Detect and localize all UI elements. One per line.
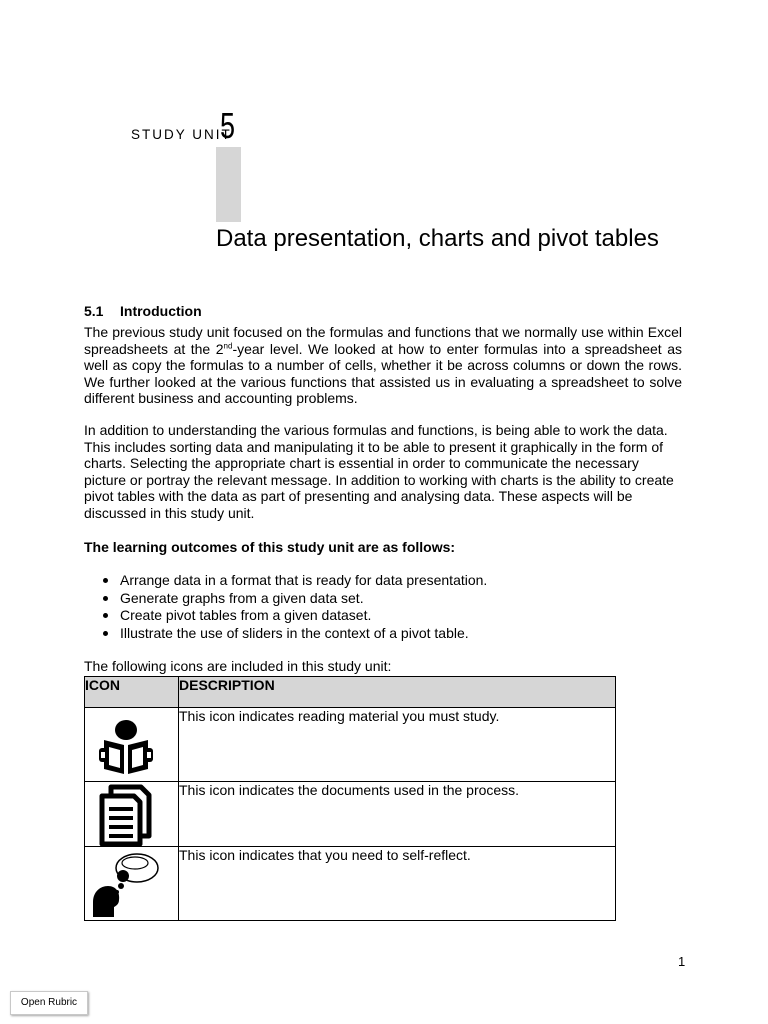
outcomes-heading: The learning outcomes of this study unit are as follows: <box>84 539 456 555</box>
table-header-row <box>85 677 616 708</box>
study-unit-number: 5 <box>220 105 236 146</box>
open-rubric-button[interactable]: Open Rubric <box>10 991 88 1015</box>
list-item: Generate graphs from a given data set. <box>84 590 487 608</box>
section-title: Introduction <box>120 303 202 319</box>
outcomes-list <box>84 572 487 642</box>
list-item: Illustrate the use of sliders in the context of a pivot table. <box>84 625 487 643</box>
list-item: Create pivot tables from a given dataset. <box>84 607 487 625</box>
decorative-bar <box>216 147 241 222</box>
list-item: Arrange data in a format that is ready for data presentation. <box>84 572 487 590</box>
study-unit-label: STUDY UNIT <box>131 127 232 142</box>
icon-cell <box>85 782 179 847</box>
icon-cell <box>85 708 179 782</box>
ordinal-suffix: nd <box>223 340 233 350</box>
documents-icon <box>97 784 155 846</box>
table-row <box>85 708 616 782</box>
icons-intro: The following icons are included in this study unit: <box>84 658 392 674</box>
icons-table <box>84 676 616 921</box>
table-row <box>85 782 616 847</box>
description-cell: This icon indicates reading material you must study. <box>179 708 616 782</box>
page-title: Data presentation, charts and pivot tables <box>216 225 659 252</box>
page-number: 1 <box>678 954 686 969</box>
intro-paragraph-1 <box>84 324 682 407</box>
description-column-header: DESCRIPTION <box>179 677 616 708</box>
description-cell: This icon indicates the documents used in the process. <box>179 782 616 847</box>
icon-column-header: ICON <box>85 677 179 708</box>
icon-cell <box>85 847 179 921</box>
section-heading <box>84 303 202 319</box>
table-row <box>85 847 616 921</box>
self-reflect-icon <box>90 850 160 918</box>
intro-paragraph-1-text-cont: -year level. We looked at how to enter formulas into a spreadsheet as well as copy the formulas to a number of cells, whether it be across columns or down the rows. We further looked at the various functions that assisted us in evaluating a spreadsheet to solve different business and accounting problems. <box>84 340 682 406</box>
section-number: 5.1 <box>84 303 104 319</box>
description-cell: This icon indicates that you need to self-reflect. <box>179 847 616 921</box>
reading-icon <box>95 718 157 780</box>
intro-paragraph-1-text: The previous study unit focused on the formulas and functions that we normally use within Excel spreadsheets at the 2 <box>84 324 682 357</box>
intro-paragraph-2: In addition to understanding the various formulas and functions, is being able to work the data. This includes sorting data and manipulating it to be able to present it graphically in the form of charts. Selecting the appropriate chart is essential in order to communicate the necessary picture or portray the relevant message. In addition to working with charts is the ability to create pivot tables with the data as part of presenting and analysing data. These aspects will be discussed in this study unit. <box>84 422 674 521</box>
